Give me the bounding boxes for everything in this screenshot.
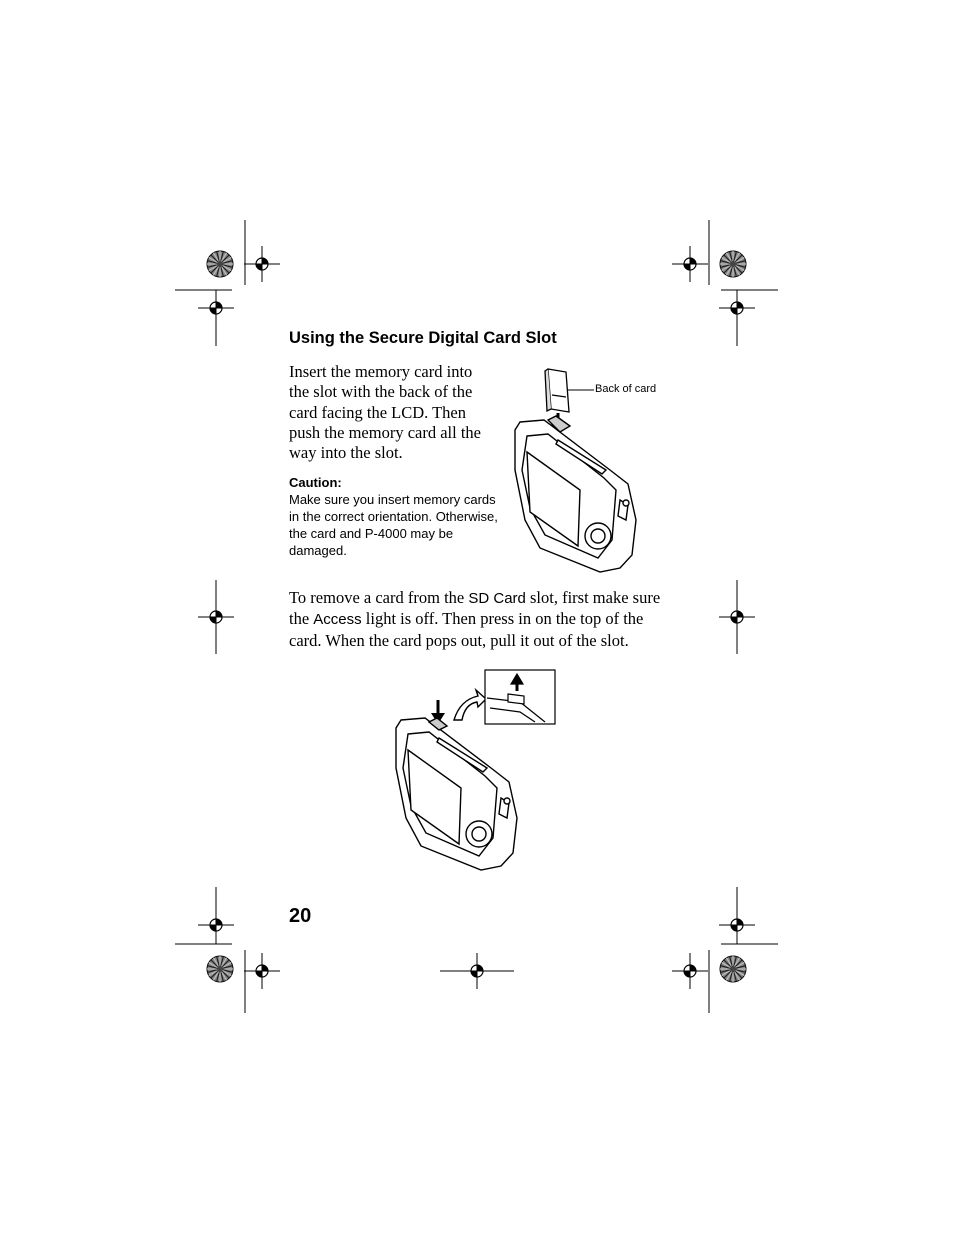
caution-text: Make sure you insert memory cards in the correct orientation. Otherwise, the card and P-4000 may be damaged. — [289, 492, 498, 558]
page-number: 20 — [289, 905, 312, 927]
curved-arrow-icon — [454, 690, 486, 720]
insert-instructions: Insert the memory card into the slot with the back of the card facing the LCD. Then push the memory card all the way into the slot. — [289, 362, 481, 463]
back-of-card-label: Back of card — [595, 383, 657, 395]
access-term: Access — [313, 611, 362, 629]
remove-text-2: slot, first make sure the — [289, 588, 661, 629]
caution-title: Caution: — [289, 475, 342, 490]
section-heading: Using the Secure Digital Card Slot — [289, 329, 557, 347]
remove-text-3: light is off. Then press in on the top of the card. When the card pops out, pull it out of the slot. — [289, 609, 644, 650]
p4000-device-icon — [396, 718, 517, 870]
remove-text-1: To remove a card from the — [289, 588, 469, 607]
sd-card-term: SD Card — [468, 590, 526, 607]
detail-inset — [485, 670, 555, 724]
